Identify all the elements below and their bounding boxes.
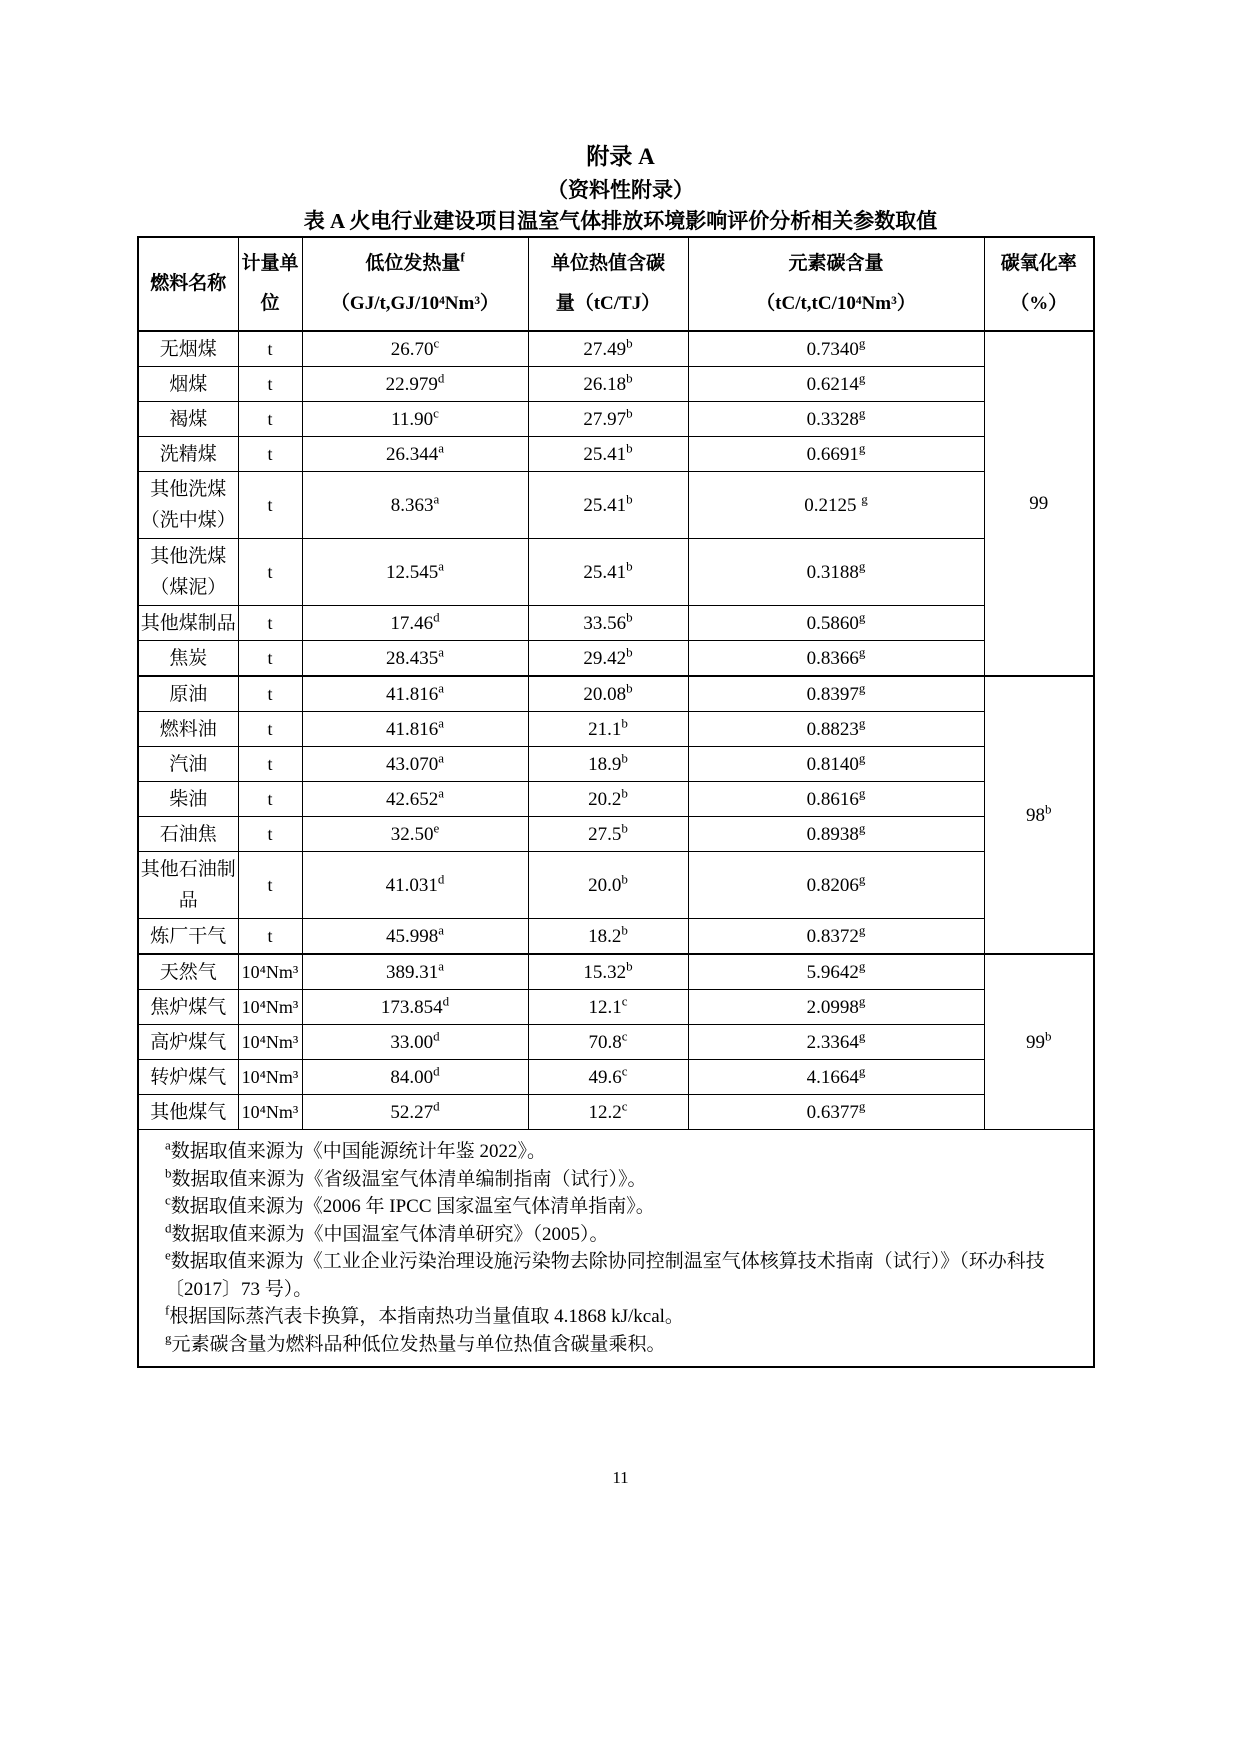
footnote: $^d$数据取值来源为《中国温室气体清单研究》（2005）。 [165,1220,609,1245]
source-marker: g [858,750,866,766]
unit-cell: t [238,402,302,437]
fuel-name-cell: 烟煤 [138,367,238,402]
table-row [138,331,1094,367]
elem-carbon-cell: 0.6377$^g$ [688,1095,984,1130]
source-marker: a [438,680,445,696]
lhv-cell: 389.31$^a$ [302,954,528,990]
unit-cell: t [238,641,302,677]
unit-cell: t [238,539,302,606]
unit-cell: t [238,331,302,367]
footnotes-row [138,1130,1094,1368]
source-marker: d [437,370,445,386]
unit-cell: 10⁴Nm³ [238,1095,302,1130]
unit-cell: t [238,472,302,539]
table-body [138,331,1094,1130]
parameters-table [137,236,1095,1368]
source-marker: g [858,644,866,660]
fuel-name-cell: 转炉煤气 [138,1060,238,1095]
footnote-marker: g [165,1330,172,1346]
source-marker: g [858,715,866,731]
unit-cell: t [238,712,302,747]
source-marker: d [433,1063,440,1079]
source-marker: b [626,405,633,421]
unit-cell: 10⁴Nm³ [238,1060,302,1095]
carbon-per-heat-cell: 20.08$^b$ [528,676,688,712]
source-marker: g [858,820,866,836]
fuel-name-cell: 天然气 [138,954,238,990]
lhv-cell: 11.90$^c$ [302,402,528,437]
table-row [138,782,1094,817]
carbon-per-heat-cell: 29.42$^b$ [528,641,688,677]
source-marker: b [1045,801,1052,817]
carbon-per-heat-cell: 12.1$^c$ [528,990,688,1025]
source-marker: a [438,958,445,974]
fuel-name-cell: 其他煤制品 [138,606,238,641]
source-marker: g [858,440,866,456]
source-marker: g [858,993,866,1009]
elem-carbon-cell: 4.1664$^g$ [688,1060,984,1095]
fuel-name-cell: 其他煤气 [138,1095,238,1130]
elem-carbon-cell: 2.3364$^g$ [688,1025,984,1060]
footnote: $^a$数据取值来源为《中国能源统计年鉴 2022》。 [165,1137,547,1162]
fuel-name-cell: 焦炉煤气 [138,990,238,1025]
lhv-cell: 17.46$^d$ [302,606,528,641]
carbon-per-heat-cell: 21.1$^b$ [528,712,688,747]
source-marker: e [433,820,440,836]
source-marker: d [433,1028,440,1044]
unit-cell: 10⁴Nm³ [238,954,302,990]
source-marker: a [438,715,445,731]
col-header-lhv: 低位发热量$^f$ （GJ/t,GJ/10⁴Nm³） [302,237,528,331]
fuel-name-cell: 褐煤 [138,402,238,437]
carbon-per-heat-cell: 18.2$^b$ [528,919,688,955]
carbon-per-heat-cell: 18.9$^b$ [528,747,688,782]
lhv-cell: 33.00$^d$ [302,1025,528,1060]
source-marker: c [433,335,440,351]
col-header-elem-carbon: 元素碳含量 （tC/t,tC/10⁴Nm³） [688,237,984,331]
unit-cell: t [238,919,302,955]
source-marker: d [437,871,445,887]
source-marker: g [861,491,868,507]
source-marker: g [858,922,866,938]
fuel-name-cell: 汽油 [138,747,238,782]
source-marker: c [621,1098,628,1114]
source-marker: d [433,609,440,625]
source-marker: g [858,785,866,801]
source-marker: g [858,1028,866,1044]
fuel-name-cell: 其他洗煤（洗中煤） [138,472,238,539]
carbon-per-heat-cell: 27.97$^b$ [528,402,688,437]
appendix-subtitle: （资料性附录） [547,178,694,202]
source-marker: b [621,922,628,938]
lhv-cell: 26.70$^c$ [302,331,528,367]
oxidation-rate-cell: 99 [984,331,1094,676]
source-marker: b [621,750,628,766]
elem-carbon-cell: 0.3188$^g$ [688,539,984,606]
footnote: $^g$元素碳含量为燃料品种低位发热量与单位热值含碳量乘积。 [165,1330,666,1355]
table-row [138,817,1094,852]
fuel-name-cell: 炼厂干气 [138,919,238,955]
table-row [138,676,1094,712]
source-marker: a [438,785,445,801]
elem-carbon-cell: 2.0998$^g$ [688,990,984,1025]
col-header-unit: 计量单 位 [238,237,302,331]
col-header-fuel: 燃料名称 [138,237,238,331]
col-header-carbon-per-heat: 单位热值含碳 量（tC/TJ） [528,237,688,331]
table-row [138,367,1094,402]
carbon-per-heat-cell: 12.2$^c$ [528,1095,688,1130]
table-row [138,852,1094,919]
source-marker: b [626,644,633,660]
table-row [138,990,1094,1025]
source-marker: c [433,405,439,421]
header-row [138,237,1094,331]
table-row [138,712,1094,747]
table-row [138,919,1094,955]
source-marker: g [858,958,866,974]
fuel-name-cell: 燃料油 [138,712,238,747]
source-marker: b [1045,1028,1052,1044]
elem-carbon-cell: 0.5860$^g$ [688,606,984,641]
unit-cell: t [238,606,302,641]
carbon-per-heat-cell: 25.41$^b$ [528,472,688,539]
source-marker: g [858,370,866,386]
elem-carbon-cell: 0.6691$^g$ [688,437,984,472]
lhv-cell: 45.998$^a$ [302,919,528,955]
lhv-cell: 41.816$^a$ [302,676,528,712]
footnotes-cell [138,1130,1094,1368]
footnote: $^b$数据取值来源为《省级温室气体清单编制指南（试行）》。 [165,1165,647,1190]
elem-carbon-cell: 0.8140$^g$ [688,747,984,782]
source-marker: g [858,871,866,887]
source-marker: b [626,370,633,386]
footnote-marker: d [165,1220,172,1236]
unit-cell: 10⁴Nm³ [238,990,302,1025]
unit-cell: t [238,367,302,402]
elem-carbon-cell: 0.8206$^g$ [688,852,984,919]
elem-carbon-cell: 0.3328$^g$ [688,402,984,437]
unit-cell: 10⁴Nm³ [238,1025,302,1060]
carbon-per-heat-cell: 33.56$^b$ [528,606,688,641]
elem-carbon-cell: 0.8823$^g$ [688,712,984,747]
elem-carbon-cell: 0.8397$^g$ [688,676,984,712]
lhv-cell: 43.070$^a$ [302,747,528,782]
source-marker: g [858,609,866,625]
source-marker: b [626,440,633,456]
elem-carbon-cell: 0.6214$^g$ [688,367,984,402]
source-marker: a [438,750,445,766]
source-marker: d [442,993,450,1009]
elem-carbon-cell: 0.8616$^g$ [688,782,984,817]
fuel-name-cell: 石油焦 [138,817,238,852]
source-marker: g [858,1098,866,1114]
footnote: $^e$数据取值来源为《工业企业污染治理设施污染物去除协同控制温室气体核算技术指南（试行）》（环办科技〔2017〕73 号）。 [165,1247,1045,1300]
source-marker: b [621,785,628,801]
source-marker: b [621,715,628,731]
table-row [138,1060,1094,1095]
source-marker: b [626,609,633,625]
source-marker: c [621,1063,628,1079]
table-row [138,747,1094,782]
source-marker: a [433,491,440,507]
lhv-cell: 41.031$^d$ [302,852,528,919]
source-marker: a [438,644,445,660]
unit-cell: t [238,437,302,472]
footnote-marker: a [165,1137,171,1153]
source-marker: c [621,993,628,1009]
table-row [138,641,1094,677]
table-row [138,1095,1094,1130]
carbon-per-heat-cell: 20.2$^b$ [528,782,688,817]
fuel-name-cell: 高炉煤气 [138,1025,238,1060]
fuel-name-cell: 无烟煤 [138,331,238,367]
footnote-marker: c [165,1192,171,1208]
elem-carbon-cell: 0.7340$^g$ [688,331,984,367]
lhv-cell: 8.363$^a$ [302,472,528,539]
carbon-per-heat-cell: 27.5$^b$ [528,817,688,852]
elem-carbon-cell: 5.9642$^g$ [688,954,984,990]
source-marker: g [858,405,866,421]
source-marker: a [438,558,445,574]
source-marker: c [621,1028,628,1044]
footnote-marker: f [460,249,465,265]
table-row [138,402,1094,437]
table-row [138,472,1094,539]
lhv-cell: 84.00$^d$ [302,1060,528,1095]
source-marker: d [433,1098,440,1114]
unit-cell: t [238,852,302,919]
source-marker: a [438,440,445,456]
source-marker: g [858,1063,866,1079]
carbon-per-heat-cell: 20.0$^b$ [528,852,688,919]
lhv-cell: 28.435$^a$ [302,641,528,677]
source-marker: b [626,958,633,974]
col-header-oxidation: 碳氧化率 （%） [984,237,1094,331]
page-number: 11 [612,1468,629,1487]
oxidation-rate-cell: 99$^b$ [984,954,1094,1130]
source-marker: b [626,680,633,696]
source-marker: b [626,491,633,507]
source-marker: b [621,871,628,887]
table-row [138,954,1094,990]
fuel-name-cell: 焦炭 [138,641,238,677]
elem-carbon-cell: 0.8366$^g$ [688,641,984,677]
lhv-cell: 32.50e [302,817,528,852]
unit-cell: t [238,747,302,782]
fuel-name-cell: 其他洗煤（煤泥） [138,539,238,606]
oxidation-rate-cell: 98$^b$ [984,676,1094,954]
table-row [138,606,1094,641]
footnote-marker: e [165,1247,171,1263]
footnote: $^f$根据国际蒸汽表卡换算，本指南热功当量值取 4.1868 kJ/kcal。 [165,1302,684,1327]
lhv-cell: 22.979$^d$ [302,367,528,402]
source-marker: b [621,820,628,836]
unit-cell: t [238,782,302,817]
source-marker: g [858,680,866,696]
fuel-name-cell: 柴油 [138,782,238,817]
carbon-per-heat-cell: 27.49$^b$ [528,331,688,367]
lhv-cell: 52.27$^d$ [302,1095,528,1130]
carbon-per-heat-cell: 25.41$^b$ [528,437,688,472]
elem-carbon-cell: 0.8938$^g$ [688,817,984,852]
carbon-per-heat-cell: 26.18$^b$ [528,367,688,402]
lhv-cell: 26.344$^a$ [302,437,528,472]
table-row [138,1025,1094,1060]
footnotes [165,1138,1083,1358]
table-row [138,539,1094,606]
lhv-cell: 12.545$^a$ [302,539,528,606]
carbon-per-heat-cell: 15.32$^b$ [528,954,688,990]
footnote: $^c$数据取值来源为《2006 年 IPCC 国家温室气体清单指南》。 [165,1192,655,1217]
source-marker: g [858,335,866,351]
appendix-title: 附录 A [586,144,655,169]
table-caption: 表 A 火电行业建设项目温室气体排放环境影响评价分析相关参数取值 [303,209,938,233]
lhv-cell: 173.854$^d$ [302,990,528,1025]
unit-cell: t [238,676,302,712]
fuel-name-cell: 洗精煤 [138,437,238,472]
source-marker: b [626,558,633,574]
footnote-marker: b [165,1165,172,1181]
source-marker: a [438,922,445,938]
fuel-name-cell: 原油 [138,676,238,712]
elem-carbon-cell: 0.2125 $^g$ [688,472,984,539]
lhv-cell: 42.652$^a$ [302,782,528,817]
source-marker: b [626,335,633,351]
carbon-per-heat-cell: 70.8$^c$ [528,1025,688,1060]
elem-carbon-cell: 0.8372$^g$ [688,919,984,955]
fuel-name-cell: 其他石油制品 [138,852,238,919]
lhv-cell: 41.816$^a$ [302,712,528,747]
carbon-per-heat-cell: 25.41$^b$ [528,539,688,606]
table-row [138,437,1094,472]
footnote-marker: f [165,1302,170,1318]
unit-cell: t [238,817,302,852]
carbon-per-heat-cell: 49.6$^c$ [528,1060,688,1095]
source-marker: g [858,558,866,574]
